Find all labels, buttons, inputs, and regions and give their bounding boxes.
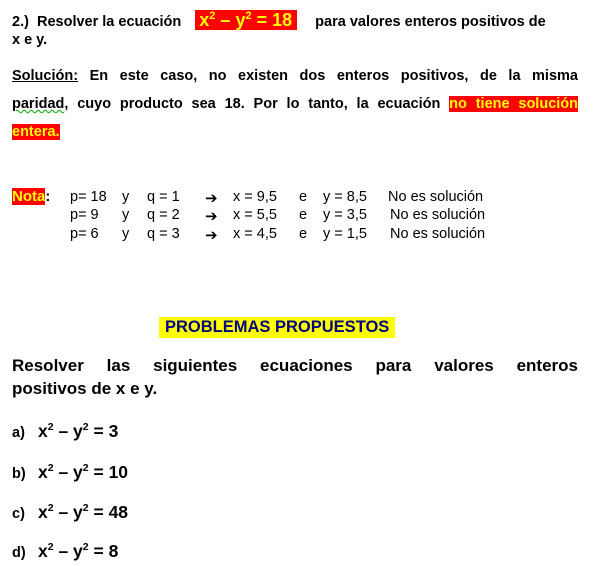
nota-p: p= 6 xyxy=(70,226,99,242)
problem-number: 2.) xyxy=(12,14,29,30)
proposed-problem-d xyxy=(12,541,118,562)
proposed-problem-a xyxy=(12,421,118,442)
eq-exp2: 2 xyxy=(82,462,89,474)
problem-equation xyxy=(38,462,128,482)
eq-x: x xyxy=(38,421,48,441)
no-solution-highlight: no tiene solución xyxy=(449,96,578,112)
eq-rhs: = 3 xyxy=(88,421,119,441)
nota-label xyxy=(12,188,50,205)
eq-exp-y: 2 xyxy=(245,10,252,22)
nota-colon: : xyxy=(45,188,51,205)
problem-statement-after: para valores enteros positivos de xyxy=(315,14,546,30)
problem-label: b) xyxy=(12,466,26,482)
nota-p: p= 9 xyxy=(70,207,99,223)
problem-label: d) xyxy=(12,545,26,561)
nota-x: x = 4,5 xyxy=(233,226,277,242)
solution-line-2 xyxy=(12,96,578,112)
eq-exp1: 2 xyxy=(47,502,54,514)
nota-result: No es solución xyxy=(388,189,484,205)
eq-exp-x: 2 xyxy=(209,10,216,22)
problem-statement-before: Resolver la ecuación xyxy=(36,14,182,30)
nota-p: p= 18 xyxy=(70,189,107,205)
nota-x: x = 5,5 xyxy=(233,207,277,223)
eq-exp2: 2 xyxy=(82,541,89,553)
eq-exp1: 2 xyxy=(47,421,54,433)
problem-2-statement xyxy=(12,10,590,31)
solution-line-3 xyxy=(12,124,578,140)
nota-yv: y = 1,5 xyxy=(323,226,367,242)
proposed-intro-line-1: Resolver las siguientes ecuaciones para valores enteros xyxy=(12,356,578,375)
nota-e: e xyxy=(299,189,308,205)
highlighted-equation xyxy=(195,10,297,30)
problem-label: c) xyxy=(12,506,25,522)
nota-y: y xyxy=(122,207,130,223)
eq-rhs: = 10 xyxy=(88,462,129,482)
eq-mid: – y xyxy=(53,421,83,441)
nota-x: x = 9,5 xyxy=(233,189,277,205)
proposed-intro-line-2: positivos de x e y. xyxy=(12,379,158,398)
solution-text-2: , cuyo producto sea 18. Por lo tanto, la ecuación xyxy=(64,96,441,112)
arrow-right-icon: ➔ xyxy=(205,190,218,207)
proposed-problem-c xyxy=(12,502,128,523)
nota-result: No es solución xyxy=(390,226,486,242)
nota-yv: y = 3,5 xyxy=(323,207,367,223)
nota-result: No es solución xyxy=(390,207,486,223)
nota-label-text: Nota xyxy=(12,188,46,205)
eq-exp2: 2 xyxy=(82,421,89,433)
nota-y: y xyxy=(122,226,130,242)
eq-x: x xyxy=(38,541,48,561)
solution-line-1 xyxy=(12,68,578,84)
nota-e: e xyxy=(299,226,308,242)
eq-mid: – y xyxy=(53,541,83,561)
arrow-right-icon: ➔ xyxy=(205,208,218,225)
nota-e: e xyxy=(299,207,308,223)
eq-mid: – y xyxy=(53,462,83,482)
proposed-problems-title: PROBLEMAS PROPUESTOS xyxy=(159,317,395,338)
eq-exp2: 2 xyxy=(82,502,89,514)
eq-exp1: 2 xyxy=(47,462,54,474)
problem-label: a) xyxy=(12,425,25,441)
eq-x: x xyxy=(38,502,48,522)
eq-op: – xyxy=(215,10,236,30)
problem-equation xyxy=(38,541,118,561)
nota-y: y xyxy=(122,189,130,205)
proposed-problem-b xyxy=(12,462,128,483)
solution-text-1: En este caso, no existen dos enteros positivos, de la misma xyxy=(89,68,578,84)
eq-exp1: 2 xyxy=(47,541,54,553)
eq-var-x: x xyxy=(199,10,210,30)
eq-mid: – y xyxy=(53,502,83,522)
solution-word-paridad: paridad xyxy=(12,96,65,112)
nota-q: q = 1 xyxy=(147,189,180,205)
problem-equation xyxy=(38,421,118,441)
eq-rhs: = 8 xyxy=(88,541,119,561)
solution-label: Solución: xyxy=(12,68,79,84)
nota-q: q = 3 xyxy=(147,226,180,242)
nota-yv: y = 8,5 xyxy=(323,189,367,205)
arrow-right-icon: ➔ xyxy=(205,227,218,244)
eq-x: x xyxy=(38,462,48,482)
problem-statement-line2: x e y. xyxy=(12,32,48,48)
nota-q: q = 2 xyxy=(147,207,180,223)
problem-equation xyxy=(38,502,128,522)
eq-var-y: y xyxy=(235,10,246,30)
eq-rhs: = 18 xyxy=(251,10,293,30)
eq-rhs: = 48 xyxy=(88,502,129,522)
entera-highlight: entera. xyxy=(12,124,60,140)
